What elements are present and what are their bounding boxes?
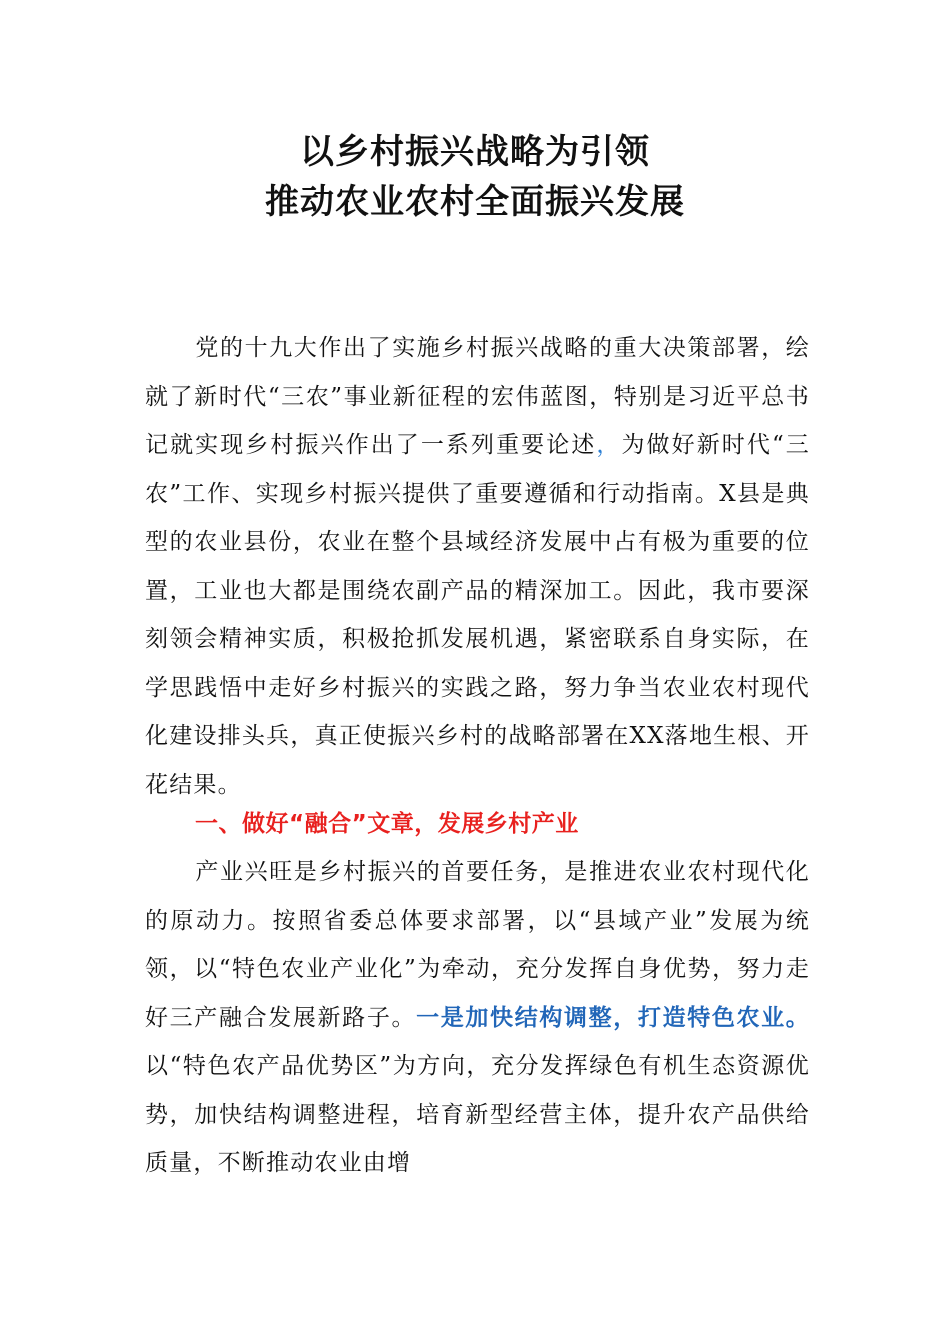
paragraph-industry xyxy=(145,848,810,1188)
paragraph-industry-text-1: 产业兴旺是乡村振兴的首要任务，是推进农业农村现代化的原动力。按照省委总体要求部署，以“县域产业”发展为统领，以“特色农业产业化”为牵动，充分发挥自身优势，努力走好三产融合发展新路子。 xyxy=(145,859,810,1031)
paragraph-industry-highlight: 一是加快结构调整，打造特色农业。 xyxy=(416,1004,810,1031)
paragraph-intro-comma: ， xyxy=(596,432,622,458)
section-heading-1: 一、做好“融合”文章，发展乡村产业 xyxy=(195,811,579,837)
paragraph-intro-text-1: 党的十九大作出了实施乡村振兴战略的重大决策部署，绘就了新时代“三农”事业新征程的宏伟蓝图，特别是习近平总书记就实现乡村振兴作出了一系列重要论述 xyxy=(145,335,810,458)
paragraph-intro xyxy=(145,324,810,809)
document-title-line-1: 以乡村振兴战略为引领 xyxy=(300,132,650,172)
document-title-line-2: 推动农业农村全面振兴发展 xyxy=(265,182,685,222)
paragraph-intro-text-2: 为做好新时代“三农”工作、实现乡村振兴提供了重要遵循和行动指南。X县是典型的农业县份，农业在整个县域经济发展中占有极为重要的位置，工业也大都是围绕农副产品的精深加工。因此，我市要深刻领会精神实质，积极抢抓发展机遇，紧密联系自身实际，在学思践悟中走好乡村振兴的实践之路，努力争当农业农村现代化建设排头兵，真正使振兴乡村的战略部署在XX落地生根、开花结果。 xyxy=(145,432,810,798)
paragraph-industry-text-2: 以“特色农产品优势区”为方向，充分发挥绿色有机生态资源优势，加快结构调整进程，培育新型经营主体，提升农产品供给质量，不断推动农业由增 xyxy=(145,1053,810,1176)
